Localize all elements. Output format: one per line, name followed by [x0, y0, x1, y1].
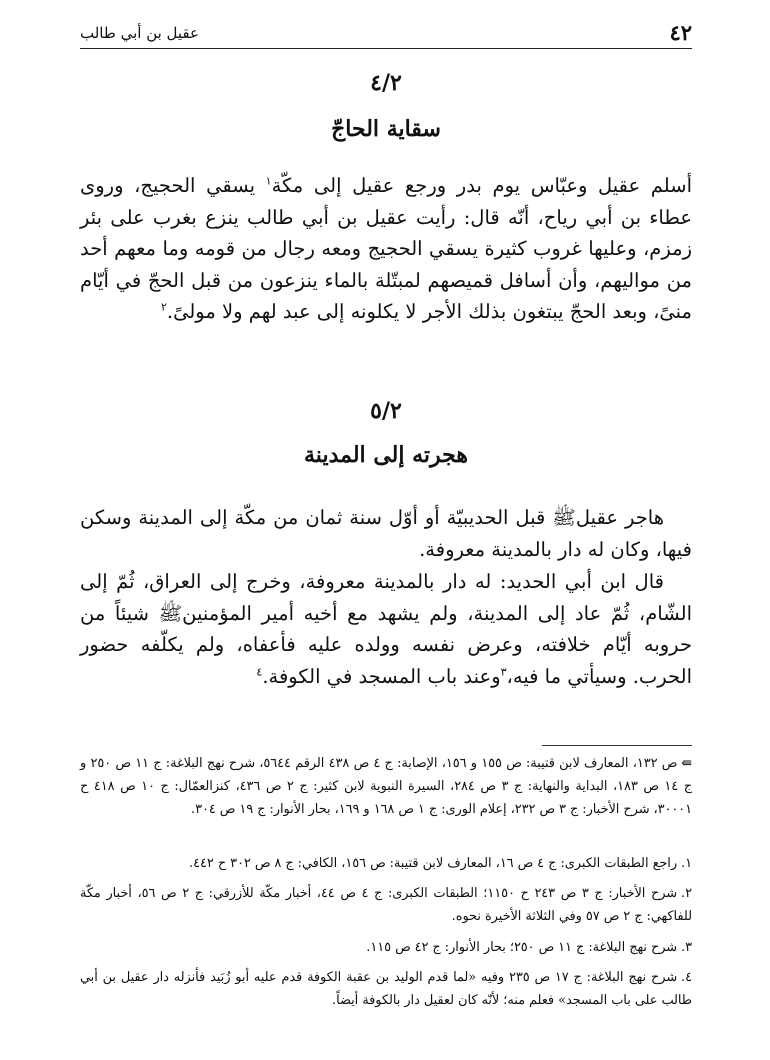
section-number-2: ٥/٢: [370, 398, 402, 424]
section-2-paragraph-2: قال ابن أبي الحديد: له دار بالمدينة معروفة، وخرج إلى العراق، ثُمّ إلى الشّام، ثُمّ عاد إلى المدينة، ولم يشهد مع أخيه أمير المؤمنينﷺ شيئاً من حروبه أيّام خلافته، وعرض نفسه وولده عليه فأعفاه، ولم يكلّفه حضور الحرب. وسيأتي ما فيه،$^٣$وعند باب المسجد في الكوفة.$^٤$: [80, 570, 692, 688]
footnote-2: ٢.شرح الأخبار: ج ٣ ص ٢٤٣ ح ١١٥٠؛ الطبقات الكبرى: ج ٤ ص ٤٤، أخبار مكّة للأزرقي: ج ٢ ص ٥٦، أخبار مكّة للفاكهي: ج ٢ ص ٥٧ وفي الثلاثة الأخيرة نحوه.: [80, 886, 692, 924]
footnote-ref-1[interactable]: ١: [265, 174, 272, 188]
footnote-1: ١.راجع الطبقات الكبرى: ج ٤ ص ١٦، المعارف لابن قتيبة: ص ١٥٦، الكافي: ج ٨ ص ٣٠٢ ح ٤٤٢.: [189, 856, 692, 871]
section-1-paragraph: أسلم عقيل وعبّاس يوم بدر ورجع عقيل إلى مكّة$^١$ يسقي الحجيج، وروى عطاء بن أبي رياح، أنّه قال: رأيت عقيل بن أبي طالب ينزع بغرب على بئر زمزم، وعليها غروب كثيرة يسقي الحجيج ومعه رجال من قومه وما معهم أحد من مواليهم، وأن أسافل قميصهم لمبتّلة بالماء ينزعون من قبل الحجّ في أيّام منىً، وبعد الحجّ يبتغون بذلك الأجر لا يكلونه إلى عبد لهم ولا مولىً.$^٢$: [80, 174, 692, 323]
book-page: [80, 18, 692, 1048]
footnote-ref-3[interactable]: ٣: [500, 665, 507, 678]
section-title-2: هجرته إلى المدينة: [304, 442, 468, 468]
page-number: ٤٢: [669, 20, 692, 45]
footnote-continued: ⇚ص ١٣٢، المعارف لابن قتيبة: ص ١٥٥ و ١٥٦، الإصابة: ج ٤ ص ٤٣٨ الرقم ٥٦٤٤، شرح نهج البلاغة: ج ١١ ص ٢٥٠ و ج ١٤ ص ١٨٣، البداية والنهاية: ج ٣ ص ٢٨٤، السيرة النبوية لابن كثير: ج ٢ ص ٤٣٦، كنزالعمّال: ج ١٠ ص ٤١٨ ح ٣٠٠٠١، شرح الأخبار: ج ٣ ص ٢٣٢، إعلام الورى: ج ١ ص ١٦٨ و ١٦٩، بحار الأنوار: ج ١٩ ص ٣٠٤.: [80, 756, 693, 817]
section-number-1: ٤/٢: [370, 70, 402, 96]
section-title-1: سقاية الحاجّ: [331, 116, 441, 142]
continuation-arrow-icon: ⇚: [681, 756, 692, 771]
running-title: عقيل بن أبي طالب: [80, 24, 199, 42]
footnote-3: ٣.شرح نهج البلاغة: ج ١١ ص ٢٥٠؛ بحار الأنوار: ج ٤٢ ص ١١٥.: [366, 940, 692, 955]
footnote-separator: [542, 745, 692, 746]
footnote-ref-2[interactable]: ٢: [160, 300, 167, 314]
footnote-4: ٤.شرح نهج البلاغة: ج ١٧ ص ٢٣٥ وفيه «لما قدم الوليد بن عقبة الكوفة قدم عليه أبو زُبَيد فأنزله دار عقيل بن أبي طالب على باب المسجد» فعلم منه؛ لأنّه كان لعقيل دار بالكوفة أيضاً.: [80, 970, 692, 1008]
page-header: [80, 18, 692, 49]
footnote-ref-4[interactable]: ٤: [256, 665, 263, 678]
section-2-paragraph-1: هاجر عقيلﷺ قبل الحديبيّة أو أوّل سنة ثمان من مكّة إلى المدينة وسكن فيها، وكان له دار بالمدينة معروفة.: [80, 506, 692, 561]
